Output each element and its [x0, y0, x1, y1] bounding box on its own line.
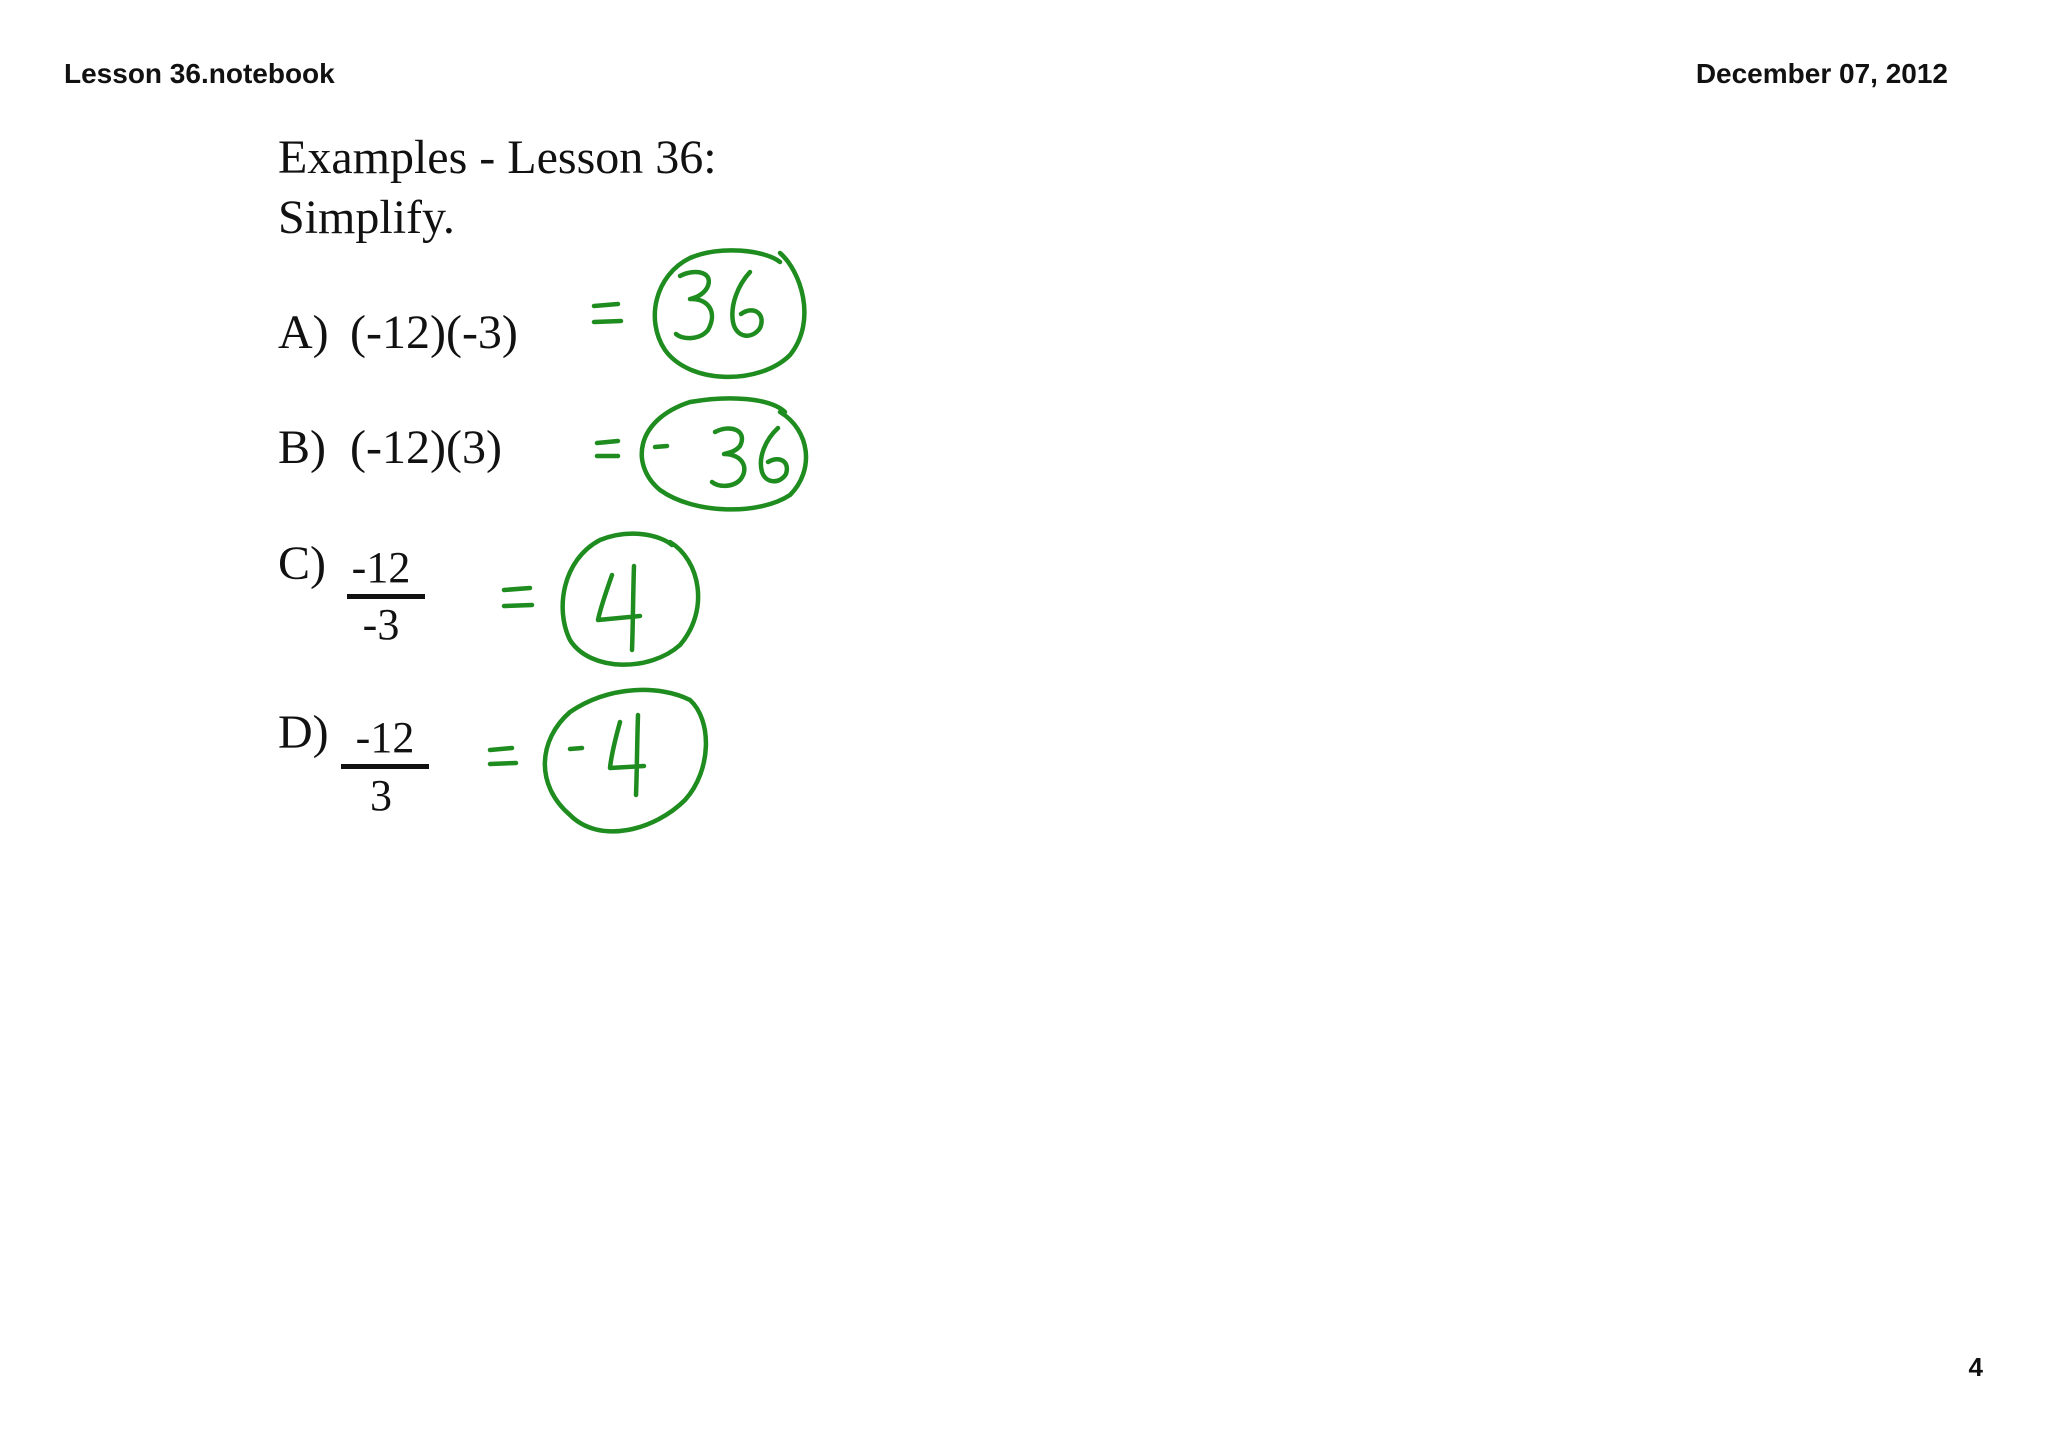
problem-a-label: A)	[278, 306, 329, 359]
answer-b-equals	[597, 441, 618, 456]
answer-a-six	[732, 272, 761, 336]
answer-a-equals	[594, 304, 621, 322]
answer-b-handwriting	[597, 398, 806, 509]
file-name: Lesson 36.notebook	[64, 58, 335, 89]
page-title: Examples - Lesson 36:	[278, 131, 717, 184]
problem-d-numerator: -12	[355, 713, 415, 762]
answer-c-four	[598, 566, 640, 650]
answer-d-four	[610, 715, 644, 795]
answer-a-three	[676, 272, 712, 338]
answer-d-minus	[570, 748, 582, 749]
problem-b-label: B)	[278, 421, 326, 474]
problem-c-numerator: -12	[351, 543, 411, 592]
answer-c-equals	[504, 588, 532, 606]
answer-d-handwriting	[490, 690, 706, 831]
answer-a-circle	[655, 250, 805, 377]
problem-b-expression: (-12)(3)	[350, 421, 502, 474]
page-date: December 07, 2012	[1695, 58, 1948, 89]
problem-a-expression: (-12)(-3)	[350, 306, 518, 359]
instruction-text: Simplify.	[278, 191, 455, 244]
answer-b-three	[712, 428, 744, 485]
answer-b-six	[761, 428, 787, 481]
problem-d-denominator: 3	[370, 771, 392, 820]
answer-d-equals	[490, 748, 516, 764]
problem-d-label: D)	[278, 706, 329, 759]
answer-c-handwriting	[504, 534, 698, 665]
problem-c-denominator: -3	[362, 600, 400, 649]
answer-a-handwriting	[594, 250, 804, 377]
answer-d-circle	[545, 690, 706, 831]
page-number: 4	[1968, 1352, 1983, 1382]
answer-b-minus	[655, 446, 667, 447]
problem-c-label: C)	[278, 537, 326, 590]
